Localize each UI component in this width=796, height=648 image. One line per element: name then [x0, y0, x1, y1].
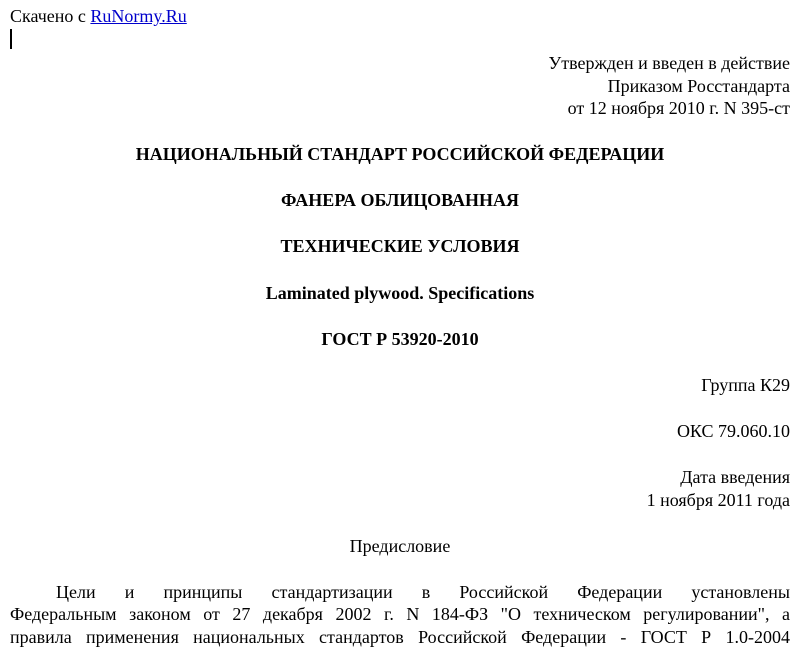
- product-title: ФАНЕРА ОБЛИЦОВАННАЯ: [280, 190, 520, 210]
- approval-line-1: Утвержден и введен в действие: [548, 53, 790, 73]
- text-cursor: [10, 29, 12, 49]
- english-title: Laminated plywood. Specifications: [265, 283, 535, 303]
- preface-heading: Предисловие: [349, 536, 451, 556]
- approval-line-2: Приказом Росстандарта: [607, 76, 790, 96]
- source-link[interactable]: RuNormy.Ru: [90, 6, 187, 26]
- approval-line-3: от 12 ноября 2010 г. N 395-ст: [567, 98, 790, 118]
- preface-line-1: Цели и принципы стандартизации в Российской Федерации установлены: [56, 582, 790, 602]
- intro-date-label: Дата введения: [680, 467, 790, 487]
- intro-date-value: 1 ноября 2011 года: [646, 490, 790, 510]
- conditions-title: ТЕХНИЧЕСКИЕ УСЛОВИЯ: [280, 236, 520, 256]
- gost-code: ГОСТ Р 53920-2010: [321, 329, 479, 349]
- preface-line-2: Федеральным законом от 27 декабря 2002 г. N 184-ФЗ "О техническом регулировании", а: [10, 604, 790, 624]
- standard-title: НАЦИОНАЛЬНЫЙ СТАНДАРТ РОССИЙСКОЙ ФЕДЕРАЦИИ: [135, 144, 665, 164]
- group-label: Группа К29: [701, 375, 790, 395]
- preface-line-3: правила применения национальных стандартов Российской Федерации - ГОСТ Р 1.0-2004: [10, 627, 790, 647]
- source-prefix: Скачено с: [10, 6, 91, 26]
- oks-label: ОКС 79.060.10: [676, 421, 790, 441]
- source-line: [10, 5, 187, 27]
